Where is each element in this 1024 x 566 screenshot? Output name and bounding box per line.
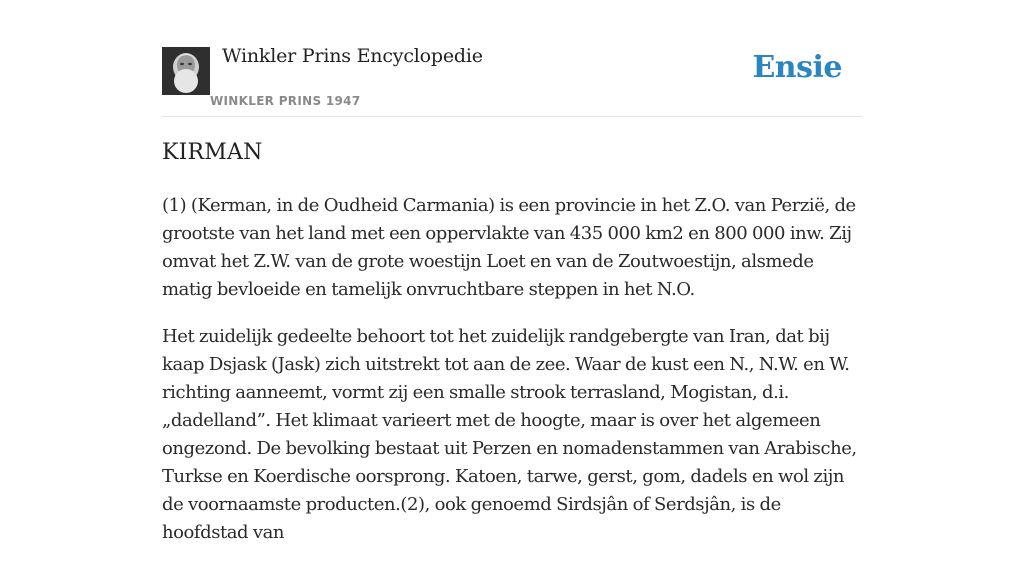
article-title: KIRMAN [162,140,263,165]
article-paragraph: Het zuidelijk gedeelte behoort tot het zuidelijk randgebergte van Iran, dat bij kaap Dsjask (Jask) zich uitstrekt tot aan de zee. Waar de kust een N., N.W. en W. richting aanneemt, vormt zij een smalle strook terrasland, Mogistan, d.i. „dadelland”. Het klimaat varieert met de hoogte, maar is over het algemeen ongezond. De bevolking bestaat uit Perzen en nomadenstammen van Arabische, Turkse en Koerdische oorsprong. Katoen, tarwe, gerst, gom, dadels en wol zijn de voornaamste producten.(2), ook genoemd Sirdsjân of Serdsjân, is de hoofdstad van [162,326,857,543]
site-header [162,0,862,117]
portrait-avatar-icon[interactable] [162,47,210,95]
site-subtitle[interactable]: WINKLER PRINS 1947 [210,94,361,108]
page [162,0,862,543]
article-paragraph: (1) (Kerman, in de Oudheid Carmania) is een provincie in het Z.O. van Perzië, de grootste van het land met een oppervlakte van 435 000 km2 en 800 000 inw. Zij omvat het Z.W. van de grote woestijn Loet en van de Zoutwoestijn, alsmede matig bevloeide en tamelijk onvruchtbare steppen in het N.O. [162,195,856,300]
article-body [162,192,862,566]
site-title[interactable]: Winkler Prins Encyclopedie [222,45,483,67]
brand-logo[interactable]: Ensie [752,50,842,85]
